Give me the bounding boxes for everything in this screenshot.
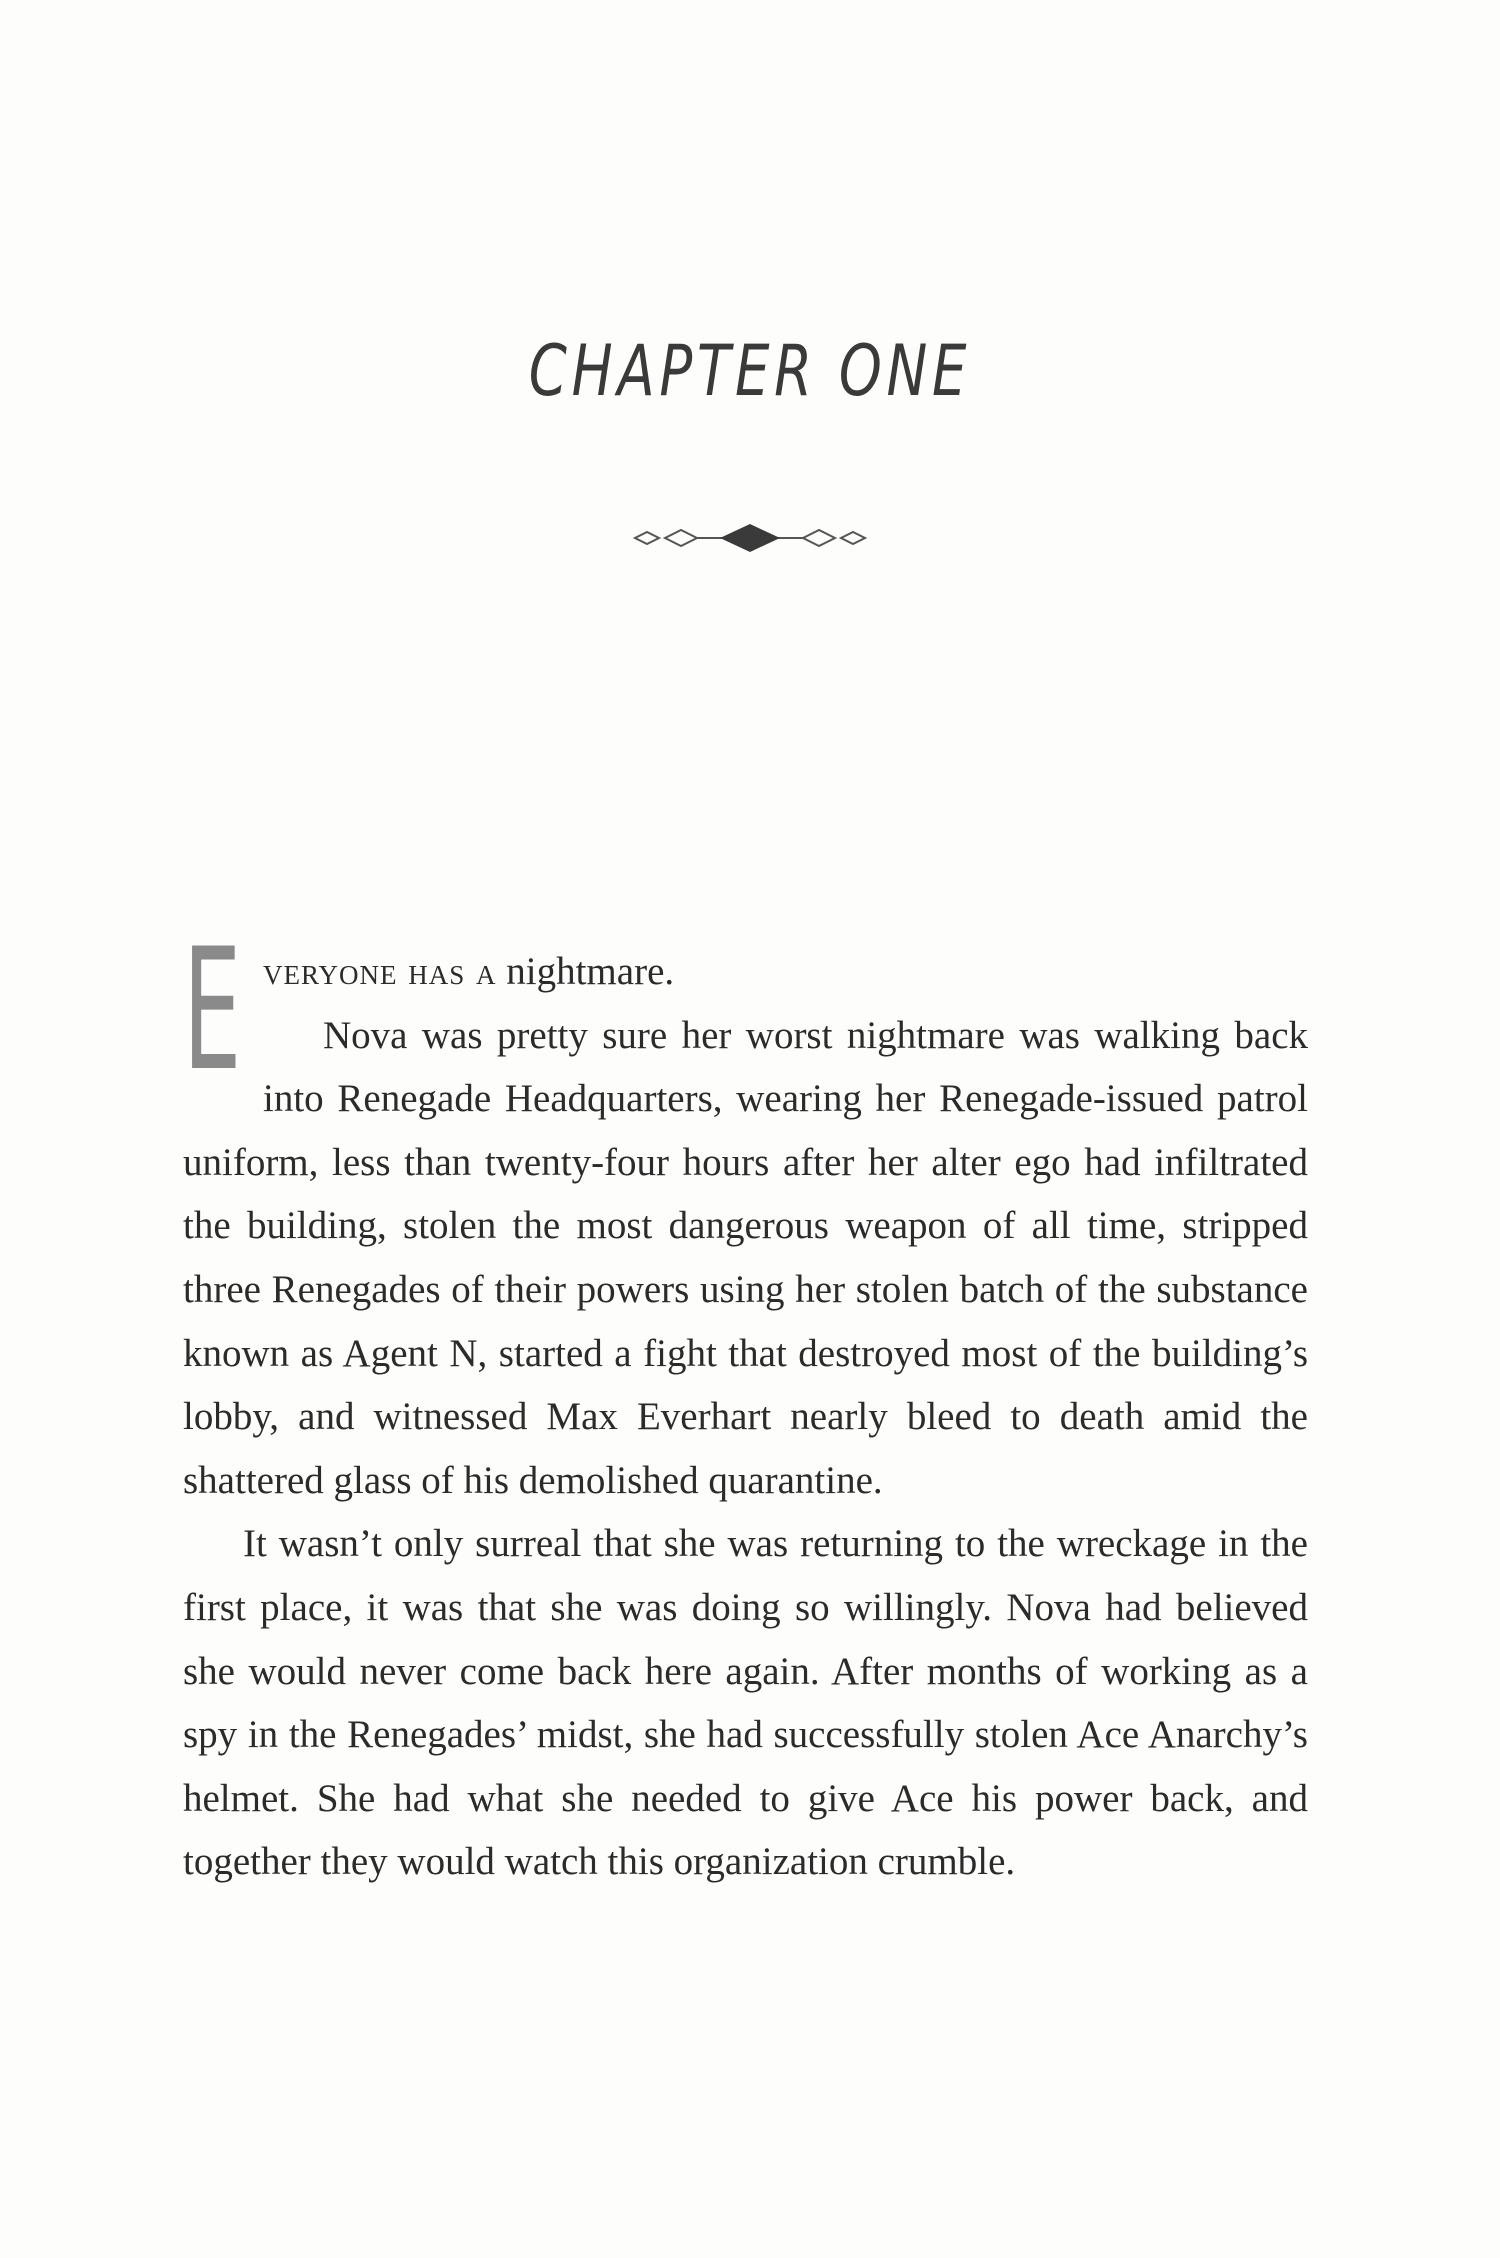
drop-cap: E (183, 912, 242, 1108)
paragraph-2: Nova was pretty sure her worst nightmare was walking back into Renegade Headquarters, wearing her Renegade-issued patrol uniform, less than twenty-four hours after her alter ego had infiltrated the building, stolen the most dangerous weapon of all time, stripped three Renegades of their powers using her stolen batch of the substance known as Agent N, started a fight that destroyed most of the building’s lobby, and witnessed Max Everhart nearly bleed to death amid the shattered glass of his demolished quarantine. (183, 1013, 1308, 1502)
chapter-title: CHAPTER ONE (528, 330, 972, 412)
opening-paragraph (183, 912, 1308, 1108)
body-text (183, 912, 1308, 1894)
paragraph-3: It wasn’t only surreal that she was returning to the wreckage in the first place, it was that she was doing so willingly. Nova had believed she would never come back here again. After months of working as a spy in the Renegades’ midst, she had successfully stolen Ace Anarchy’s helmet. She had what she needed to give Ace his power back, and together they would watch this organization crumble. (183, 1522, 1308, 1884)
ornament-divider-icon (625, 518, 875, 558)
opening-smallcaps: veryone has a (263, 950, 497, 993)
opening-rest: nightmare. (506, 950, 675, 993)
